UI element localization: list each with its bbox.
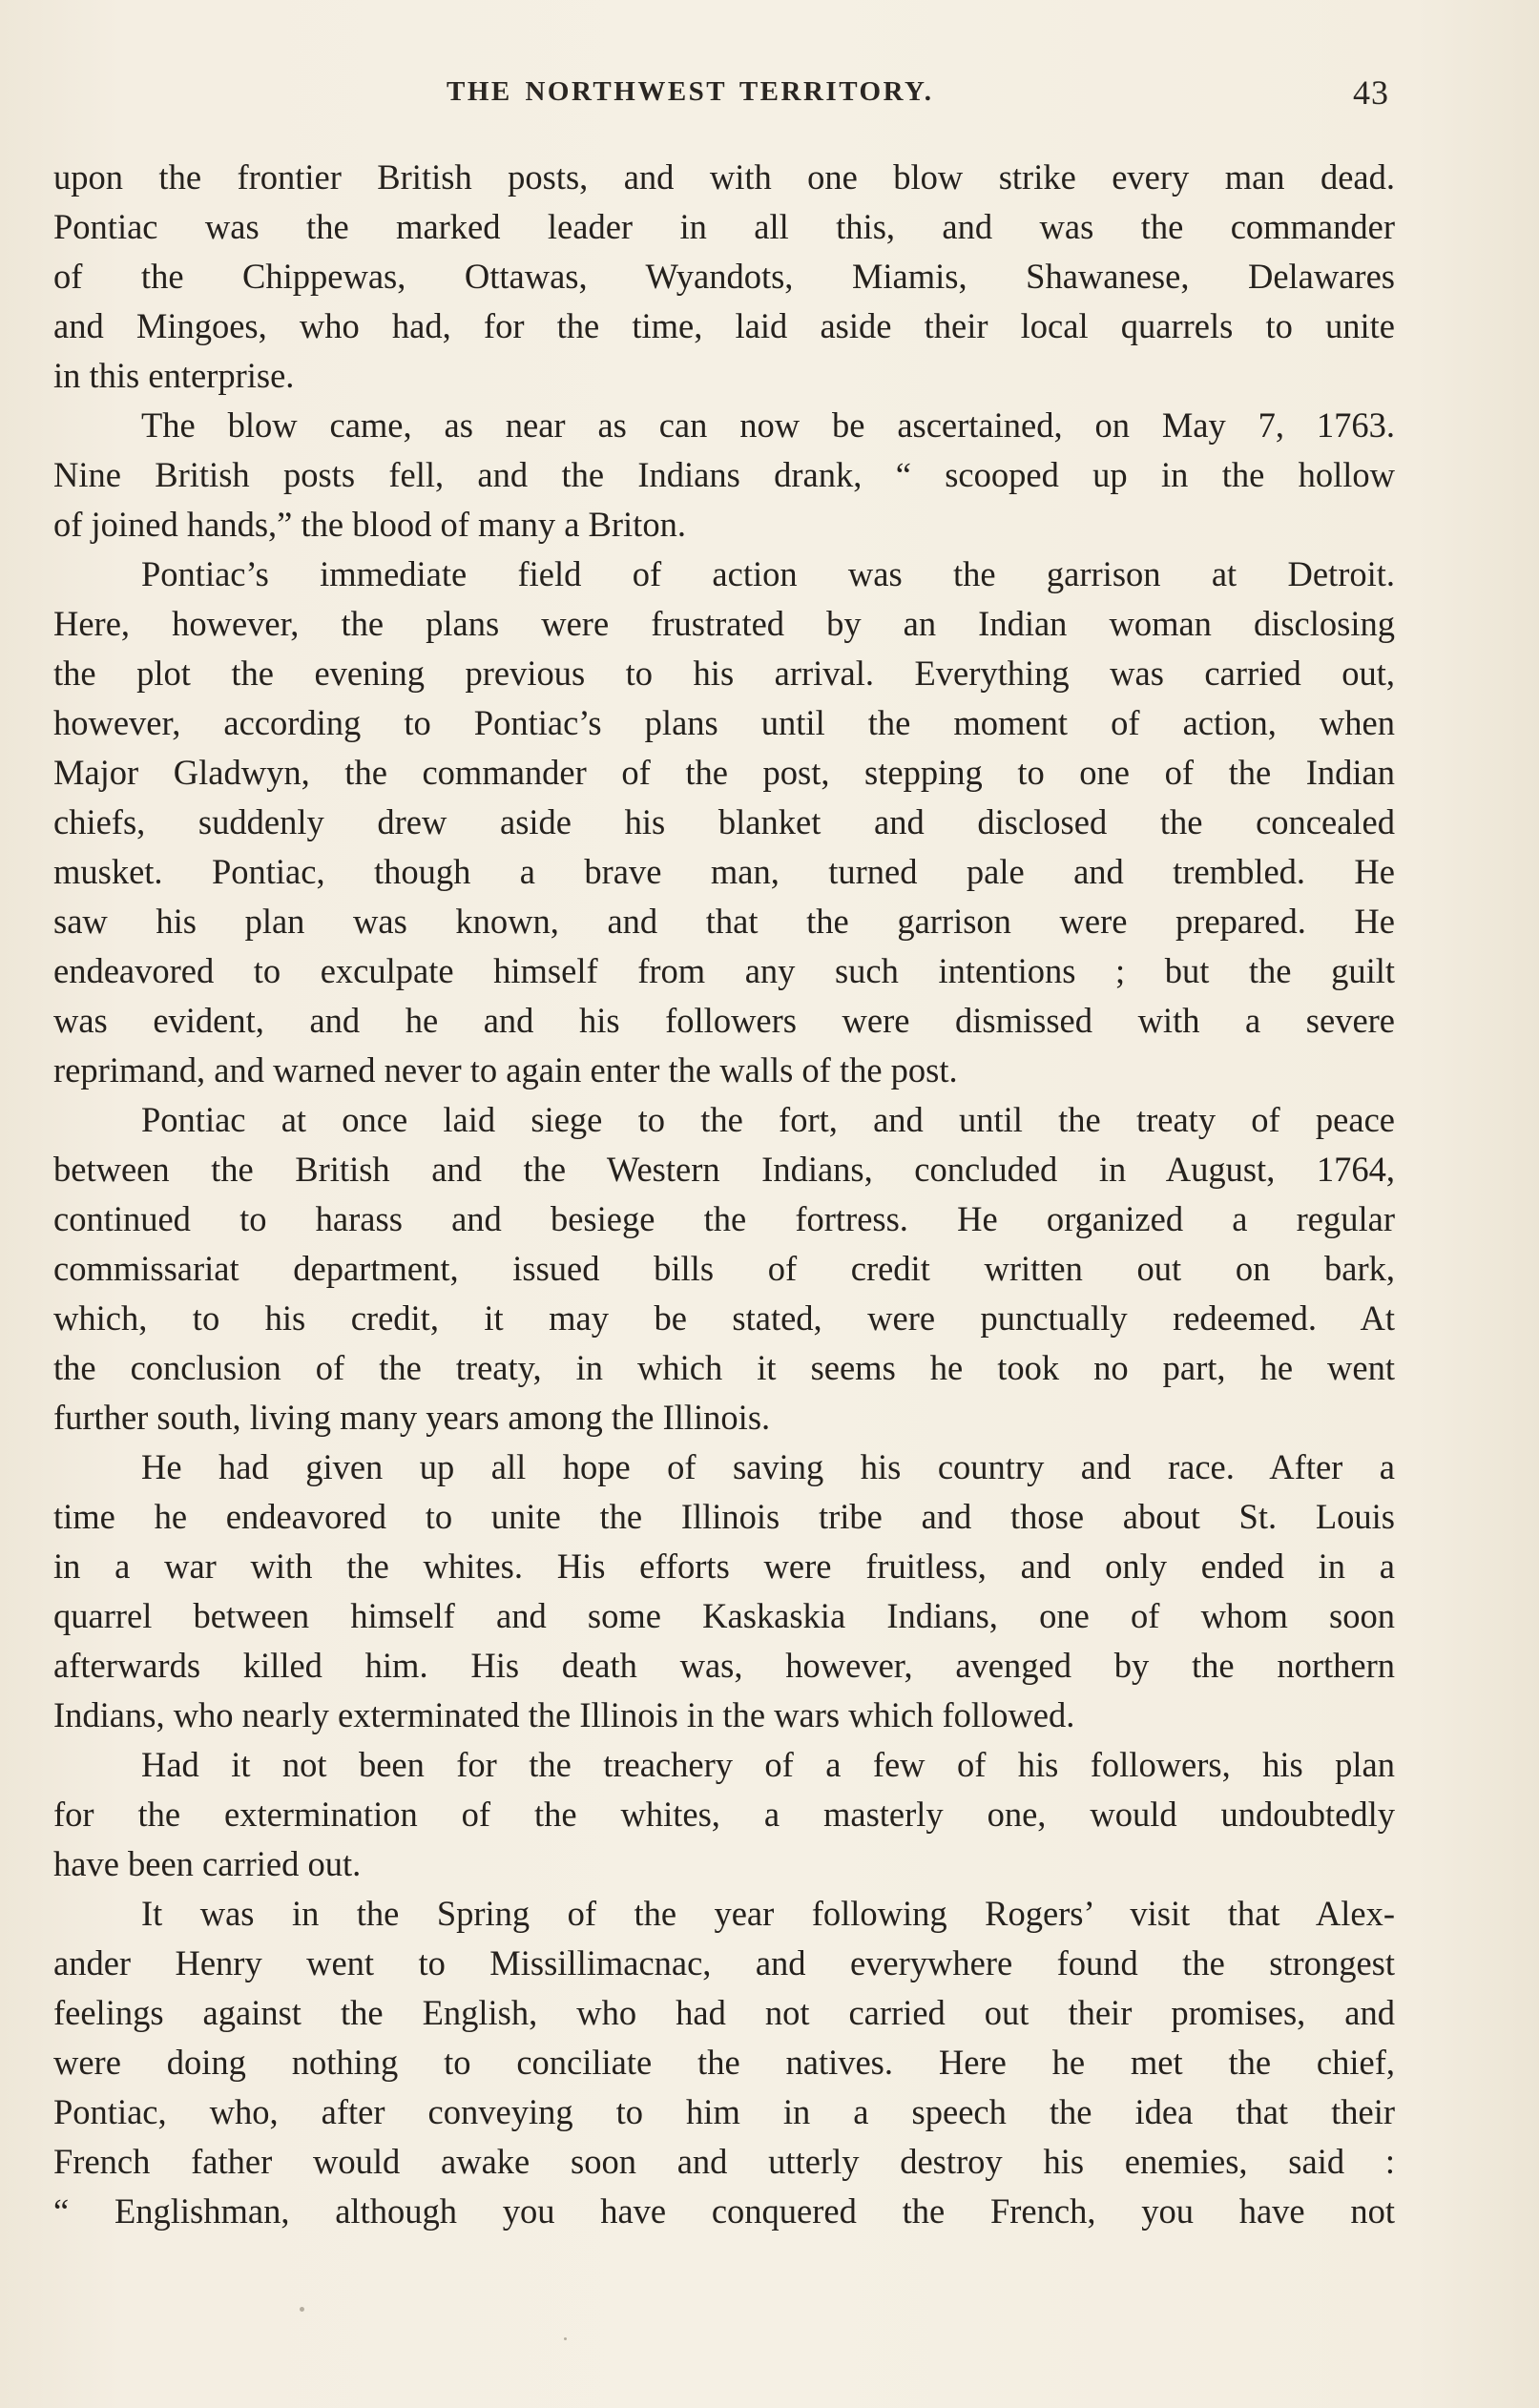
text-line: which, to his credit, it may be stated, were punctually redeemed. At <box>53 1298 1395 1338</box>
text-line: upon the frontier British posts, and with one blow strike every man dead. <box>53 157 1395 197</box>
text-line: Pontiac’s immediate field of action was the garrison at Detroit. <box>141 554 1395 593</box>
text-line: chiefs, suddenly drew aside his blanket and disclosed the concealed <box>53 802 1395 841</box>
text-line: Pontiac at once laid siege to the fort, and until the treaty of peace <box>141 1100 1395 1139</box>
text-line: quarrel between himself and some Kaskaskia Indians, one of whom soon <box>53 1596 1395 1635</box>
text-line: of the Chippewas, Ottawas, Wyandots, Miamis, Shawanese, Delawares <box>53 257 1395 296</box>
text-line: the plot the evening previous to his arrival. Everything was carried out, <box>53 654 1395 693</box>
paper-speck <box>300 2307 304 2312</box>
text-line: feelings against the English, who had not carried out their promises, and <box>53 1993 1395 2032</box>
text-line: Major Gladwyn, the commander of the post, stepping to one of the Indian <box>53 753 1395 792</box>
text-line: was evident, and he and his followers were dismissed with a severe <box>53 1001 1395 1040</box>
text-line: endeavored to exculpate himself from any such intentions ; but the guilt <box>53 951 1395 990</box>
paragraph <box>53 153 1395 401</box>
text-line: were doing nothing to conciliate the natives. Here he met the chief, <box>53 2043 1395 2082</box>
text-line: and Mingoes, who had, for the time, laid aside their local quarrels to unite <box>53 306 1395 345</box>
paragraph <box>53 1889 1395 2236</box>
paragraph <box>53 1095 1395 1443</box>
text-line: Nine British posts fell, and the Indians drank, “ scooped up in the hollow <box>53 455 1395 494</box>
running-head <box>0 73 1539 118</box>
text-line: of joined hands,” the blood of many a Briton. <box>53 505 686 544</box>
text-line: saw his plan was known, and that the garrison were prepared. He <box>53 902 1395 941</box>
text-line: Pontiac, who, after conveying to him in a speech the idea that their <box>53 2092 1395 2131</box>
paper-speck <box>564 2337 567 2340</box>
text-line: Here, however, the plans were frustrated by an Indian woman disclosing <box>53 604 1395 643</box>
text-line: have been carried out. <box>53 1844 362 1883</box>
text-line: commissariat department, issued bills of credit written out on bark, <box>53 1249 1395 1288</box>
text-line: The blow came, as near as can now be ascertained, on May 7, 1763. <box>141 405 1395 445</box>
text-line: in a war with the whites. His efforts were fruitless, and only ended in a <box>53 1547 1395 1586</box>
text-line: It was in the Spring of the year following Rogers’ visit that Alex- <box>141 1894 1395 1933</box>
text-line: between the British and the Western Indians, concluded in August, 1764, <box>53 1150 1395 1189</box>
text-line: French father would awake soon and utterly destroy his enemies, said : <box>53 2142 1395 2181</box>
text-line: for the extermination of the whites, a masterly one, would undoubtedly <box>53 1795 1395 1834</box>
text-line: time he endeavored to unite the Illinois tribe and those about St. Louis <box>53 1497 1395 1536</box>
text-line: He had given up all hope of saving his country and race. After a <box>141 1447 1395 1486</box>
paragraph <box>53 1740 1395 1889</box>
text-line: the conclusion of the treaty, in which it seems he took no part, he went <box>53 1348 1395 1387</box>
body-text <box>53 153 1395 2236</box>
text-line: continued to harass and besiege the fortress. He organized a regular <box>53 1199 1395 1238</box>
text-line: “ Englishman, although you have conquered the French, you have not <box>53 2191 1395 2231</box>
text-line: Indians, who nearly exterminated the Illinois in the wars which followed. <box>53 1695 1075 1734</box>
text-line: musket. Pontiac, though a brave man, turned pale and trembled. He <box>53 852 1395 891</box>
text-line: in this enterprise. <box>53 356 295 395</box>
text-line: reprimand, and warned never to again enter the walls of the post. <box>53 1050 958 1090</box>
text-line: further south, living many years among the Illinois. <box>53 1398 771 1437</box>
running-head-title: THE NORTHWEST TERRITORY. <box>447 76 934 107</box>
text-line: afterwards killed him. His death was, however, avenged by the northern <box>53 1646 1395 1685</box>
text-line: ander Henry went to Missillimacnac, and everywhere found the strongest <box>53 1943 1395 1982</box>
page-number: 43 <box>1353 73 1389 112</box>
paragraph <box>53 550 1395 1095</box>
text-line: Had it not been for the treachery of a few of his followers, his plan <box>141 1745 1395 1784</box>
paragraph <box>53 401 1395 550</box>
text-line: Pontiac was the marked leader in all this, and was the commander <box>53 207 1395 246</box>
text-line: however, according to Pontiac’s plans until the moment of action, when <box>53 703 1395 742</box>
paragraph <box>53 1443 1395 1740</box>
